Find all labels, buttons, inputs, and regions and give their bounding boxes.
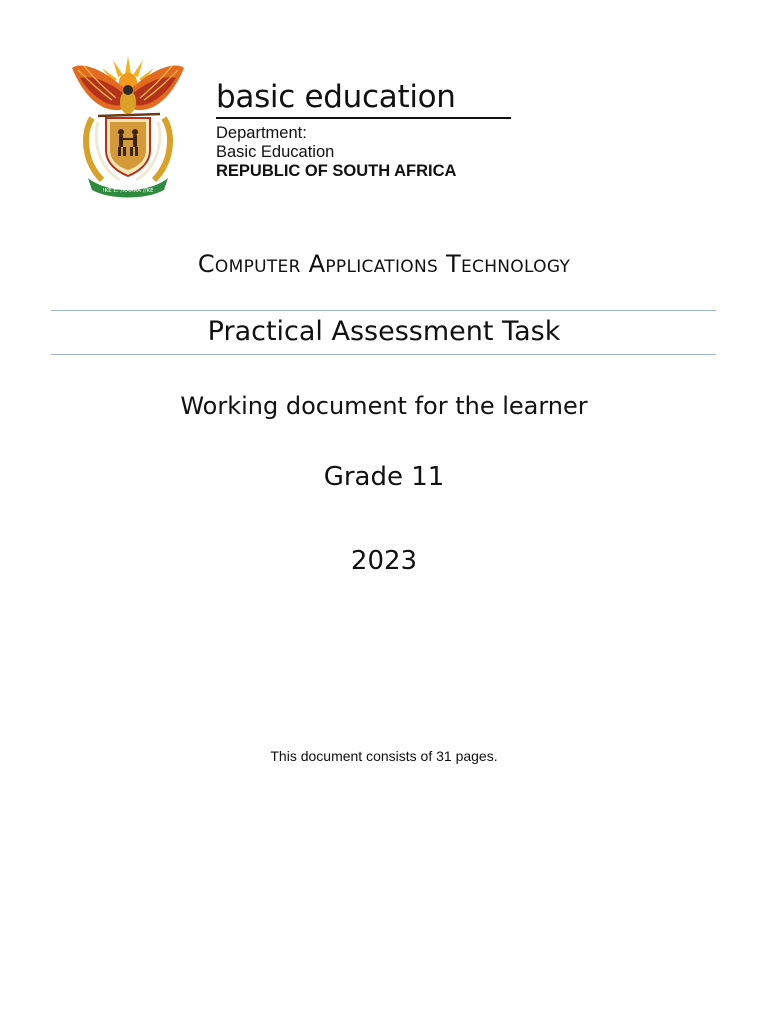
page-count-note: This document consists of 31 pages. [270, 748, 498, 764]
brand-underline [216, 117, 511, 119]
department-branding [216, 78, 516, 181]
title-divider-bottom [51, 354, 716, 355]
grade-label: Grade 11 [323, 462, 445, 492]
subject-title: Computer Applications Technology [197, 250, 571, 278]
country-name: REPUBLIC OF SOUTH AFRICA [216, 162, 457, 180]
document-type: Working document for the learner [180, 392, 588, 420]
brand-title: basic education [216, 79, 456, 115]
title-divider-top [51, 310, 716, 311]
coat-of-arms-logo [68, 52, 188, 198]
department-name: Basic Education [216, 143, 335, 161]
assessment-title: Practical Assessment Task [207, 316, 561, 347]
year-label: 2023 [350, 546, 418, 576]
department-label: Department: [216, 124, 307, 142]
crest-motto-text: !KE E: /XARRA //KE [102, 188, 154, 194]
